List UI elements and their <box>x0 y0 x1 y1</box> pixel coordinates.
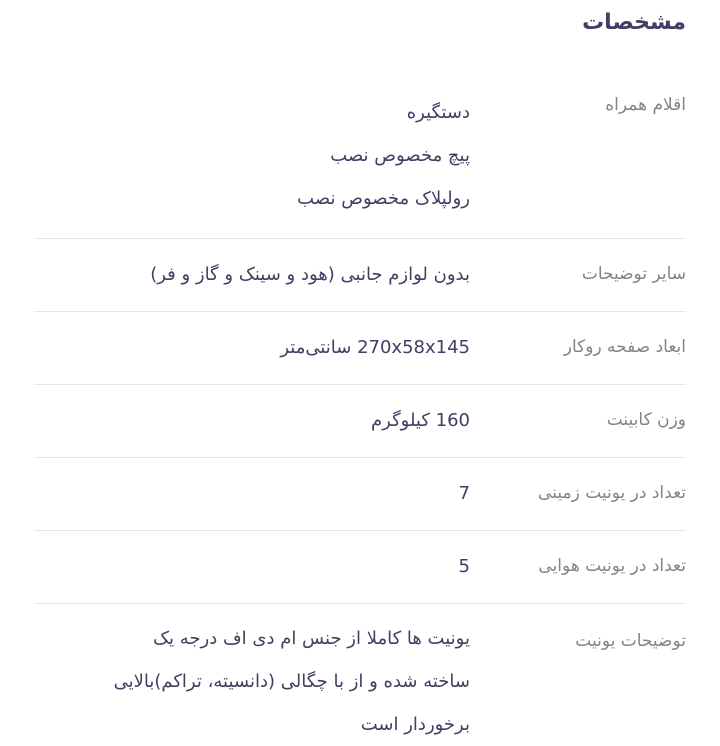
spec-key: تعداد در یونیت زمینی <box>538 483 686 503</box>
section-title: مشخصات <box>582 10 686 35</box>
spec-value <box>34 76 470 238</box>
spec-row-included-items <box>34 76 686 239</box>
spec-value-line: پیچ مخصوص نصب <box>330 145 470 166</box>
spec-value: بدون لوازم جانبی (هود و سینک و گاز و فر) <box>150 264 470 285</box>
spec-row-countertop-dimensions <box>34 312 686 385</box>
spec-value: 7 <box>458 483 470 504</box>
spec-row-cabinet-weight <box>34 385 686 458</box>
spec-key: ابعاد صفحه روکار <box>563 337 686 357</box>
spec-key: توضیحات یونیت <box>575 631 686 651</box>
spec-row-base-unit-count <box>34 458 686 531</box>
spec-key: سایر توضیحات <box>581 264 686 284</box>
spec-key: وزن کابینت <box>606 410 686 430</box>
spec-row-unit-description <box>34 604 686 746</box>
spec-value-line: ساخته شده و از با چگالی (دانسیته، تراکم)بالایی <box>113 671 470 692</box>
spec-value <box>34 604 470 746</box>
spec-value-line: برخوردار است <box>360 714 470 735</box>
spec-value: 5 <box>458 556 470 577</box>
spec-value-line: دستگیره <box>406 102 470 123</box>
spec-value-line: رولپلاک مخصوص نصب <box>297 188 470 209</box>
spec-key: تعداد در یونیت هوایی <box>538 556 686 576</box>
specs-list <box>34 76 686 746</box>
spec-value: 160 کیلوگرم <box>371 410 470 431</box>
spec-row-wall-unit-count <box>34 531 686 604</box>
spec-key: اقلام همراه <box>605 95 686 115</box>
spec-row-other-notes <box>34 239 686 312</box>
spec-value: 270x58x145 سانتی‌متر <box>280 337 470 358</box>
spec-value-line: یونیت ها کاملا از جنس ام دی اف درجه یک <box>152 628 470 649</box>
